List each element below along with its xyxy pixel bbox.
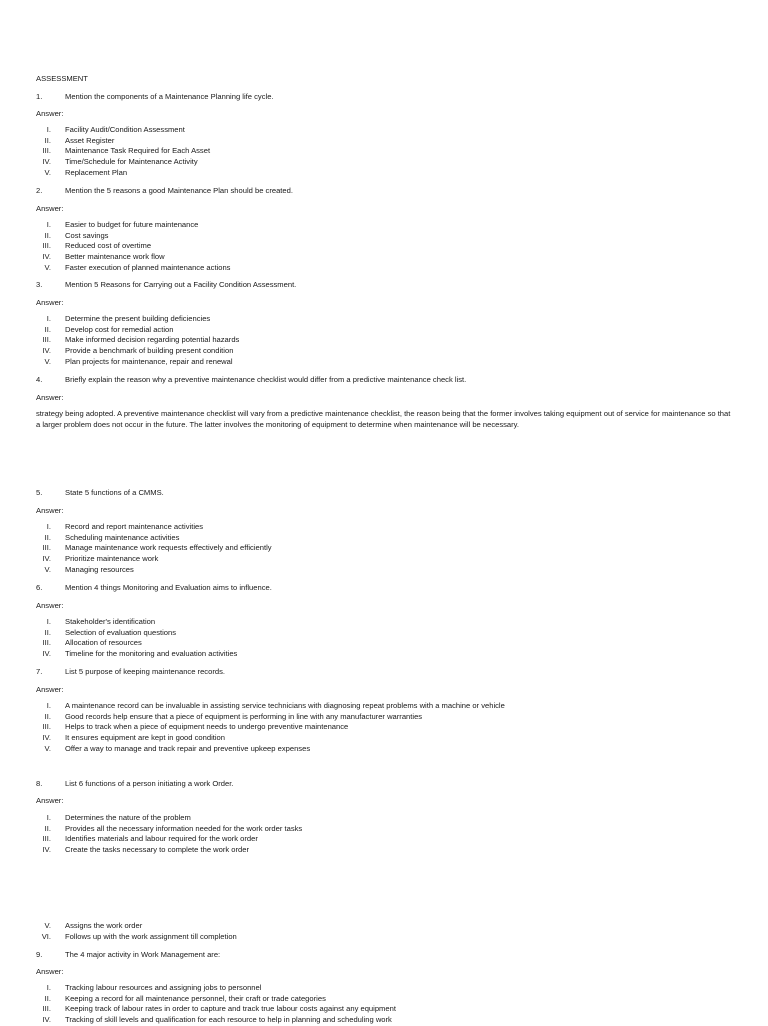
list-item <box>36 813 302 824</box>
list-item <box>36 357 239 368</box>
list-item <box>36 824 302 835</box>
item-text: Allocation of resources <box>65 638 142 648</box>
item-text: Provide a benchmark of building present condition <box>65 346 234 356</box>
list-item <box>36 744 505 755</box>
question-number: 6. <box>36 583 43 592</box>
question-5 <box>36 488 164 499</box>
item-text: Keeping a record for all maintenance personnel, their craft or trade categories <box>65 993 326 1003</box>
item-text: Faster execution of planned maintenance actions <box>65 262 231 272</box>
item-numeral: IV. <box>42 554 51 564</box>
item-text: Manage maintenance work requests effectively and efficiently <box>65 543 272 553</box>
item-numeral: II. <box>44 823 51 833</box>
item-numeral: II. <box>44 993 51 1003</box>
page-title: ASSESSMENT <box>36 74 88 83</box>
list-item <box>36 325 239 336</box>
question-number: 9. <box>36 950 43 959</box>
list-item <box>36 628 237 639</box>
item-numeral: III. <box>42 543 51 553</box>
item-numeral: I. <box>46 220 51 229</box>
item-numeral: IV. <box>42 733 51 743</box>
list-item <box>36 346 239 357</box>
item-text: Keeping track of labour rates in order to capture and track true labour costs against any equipment <box>65 1004 396 1014</box>
item-numeral: III. <box>42 335 51 345</box>
answer-list-6 <box>36 617 237 660</box>
answer-label: Answer: <box>36 204 64 213</box>
item-text: It ensures equipment are kept in good condition <box>65 733 225 743</box>
question-number: 2. <box>36 186 43 195</box>
item-numeral: II. <box>44 324 51 334</box>
list-item <box>36 554 272 565</box>
list-item <box>36 543 272 554</box>
item-text: Determines the nature of the problem <box>65 813 191 822</box>
list-item <box>36 994 396 1005</box>
item-numeral: V. <box>44 167 51 177</box>
list-item <box>36 722 505 733</box>
item-numeral: IV. <box>42 1015 51 1025</box>
answer-paragraph: strategy being adopted. A preventive maintenance checklist will vary from a predictive maintenance checklist, the reason being that the former involves taking equipment out of service for maintenance so that a larger problem does not occur in the future. The latter involves the monitoring of equipment to determine when maintenance will be necessary. <box>36 409 731 429</box>
item-text: Plan projects for maintenance, repair and renewal <box>65 356 233 366</box>
list-item <box>36 649 237 660</box>
list-item <box>36 263 230 274</box>
item-numeral: IV. <box>42 845 51 855</box>
item-numeral: II. <box>44 627 51 637</box>
list-item <box>36 157 210 168</box>
item-text: Selection of evaluation questions <box>65 627 177 637</box>
item-numeral: I. <box>46 813 51 822</box>
item-numeral: V. <box>44 564 51 574</box>
list-item <box>36 125 210 136</box>
question-6 <box>36 583 272 594</box>
question-9 <box>36 950 220 961</box>
item-numeral: III. <box>42 834 51 844</box>
list-item <box>36 522 272 533</box>
item-numeral: IV. <box>42 649 51 659</box>
list-item <box>36 638 237 649</box>
answer-label: Answer: <box>36 298 64 307</box>
item-numeral: V. <box>44 743 51 753</box>
list-item <box>36 565 272 576</box>
question-1 <box>36 92 274 103</box>
answer-list-7 <box>36 701 505 754</box>
item-text: Prioritize maintenance work <box>65 554 159 564</box>
question-number: 4. <box>36 375 43 384</box>
item-text: Assigns the work order <box>65 921 143 930</box>
list-item <box>36 168 210 179</box>
item-numeral: IV. <box>42 252 51 262</box>
question-text: State 5 functions of a CMMS. <box>65 488 164 497</box>
item-text: Scheduling maintenance activities <box>65 532 180 542</box>
item-numeral: II. <box>44 135 51 145</box>
question-number: 1. <box>36 92 43 101</box>
answer-label: Answer: <box>36 967 64 976</box>
question-7 <box>36 667 225 678</box>
item-text: Develop cost for remedial action <box>65 324 174 334</box>
item-text: Reduced cost of overtime <box>65 241 152 251</box>
item-text: Stakeholder's identification <box>65 617 156 626</box>
item-text: Helps to track when a piece of equipment needs to undergo preventive maintenance <box>65 722 349 732</box>
item-numeral: II. <box>44 711 51 721</box>
item-text: Good records help ensure that a piece of equipment is performing in line with any manufacturer warranties <box>65 711 423 721</box>
item-numeral: I. <box>46 314 51 323</box>
item-numeral: I. <box>46 125 51 134</box>
item-text: Tracking labour resources and assigning jobs to personnel <box>65 983 262 992</box>
list-item <box>36 712 505 723</box>
answer-label: Answer: <box>36 393 64 402</box>
list-item <box>36 834 302 845</box>
item-text: Cost savings <box>65 230 109 240</box>
list-item <box>36 335 239 346</box>
item-numeral: II. <box>44 532 51 542</box>
answer-label: Answer: <box>36 109 64 118</box>
answer-list-9 <box>36 983 396 1026</box>
answer-list-3 <box>36 314 239 367</box>
item-numeral: V. <box>44 262 51 272</box>
item-text: Asset Register <box>65 135 115 145</box>
question-number: 8. <box>36 779 43 788</box>
item-text: Record and report maintenance activities <box>65 522 204 531</box>
item-numeral: V. <box>44 921 51 930</box>
list-item <box>36 845 302 856</box>
item-text: Identifies materials and labour required for the work order <box>65 834 258 844</box>
list-item <box>36 146 210 157</box>
list-item <box>36 1004 396 1015</box>
item-text: Follows up with the work assignment till completion <box>65 931 237 941</box>
item-text: Easier to budget for future maintenance <box>65 220 199 229</box>
item-numeral: III. <box>42 1004 51 1014</box>
list-item <box>36 220 230 231</box>
question-text: List 6 functions of a person initiating a work Order. <box>65 779 234 788</box>
list-item <box>36 733 505 744</box>
item-numeral: I. <box>46 701 51 710</box>
question-number: 5. <box>36 488 43 497</box>
question-text: Mention 5 Reasons for Carrying out a Facility Condition Assessment. <box>65 280 297 289</box>
item-numeral: I. <box>46 617 51 626</box>
list-item <box>36 136 210 147</box>
item-text: Timeline for the monitoring and evaluation activities <box>65 649 238 659</box>
question-text: Briefly explain the reason why a preventive maintenance checklist would differ from a predictive maintenance check list. <box>65 375 467 384</box>
question-4 <box>36 375 466 386</box>
item-text: Tracking of skill levels and qualification for each resource to help in planning and scheduling work <box>65 1015 392 1025</box>
item-text: Determine the present building deficiencies <box>65 314 211 323</box>
list-item <box>36 1015 396 1026</box>
question-2 <box>36 186 293 197</box>
item-text: Time/Schedule for Maintenance Activity <box>65 157 198 167</box>
answer-label: Answer: <box>36 796 64 805</box>
list-item <box>36 701 505 712</box>
item-text: Maintenance Task Required for Each Asset <box>65 146 211 156</box>
question-8 <box>36 779 233 790</box>
question-text: List 5 purpose of keeping maintenance records. <box>65 667 225 676</box>
item-numeral: II. <box>44 230 51 240</box>
list-item <box>36 241 230 252</box>
item-text: Replacement Plan <box>65 167 128 177</box>
answer-list-5 <box>36 522 272 575</box>
list-item <box>36 231 230 242</box>
item-text: Provides all the necessary information needed for the work order tasks <box>65 823 303 833</box>
answer-list-1 <box>36 125 210 178</box>
question-text: Mention the components of a Maintenance Planning life cycle. <box>65 92 274 101</box>
item-numeral: III. <box>42 638 51 648</box>
answer-list-2 <box>36 220 230 273</box>
item-numeral: I. <box>46 983 51 992</box>
answer-label: Answer: <box>36 506 64 515</box>
list-item <box>36 252 230 263</box>
item-numeral: III. <box>42 722 51 732</box>
question-3 <box>36 280 296 291</box>
item-text: Make informed decision regarding potential hazards <box>65 335 240 345</box>
item-numeral: I. <box>46 522 51 531</box>
question-number: 3. <box>36 280 43 289</box>
item-text: A maintenance record can be invaluable in assisting service technicians with diagnosing repeat problems with a machine or vehicle <box>65 701 505 710</box>
list-item <box>36 932 237 943</box>
item-numeral: III. <box>42 146 51 156</box>
item-numeral: III. <box>42 241 51 251</box>
question-text: Mention the 5 reasons a good Maintenance Plan should be created. <box>65 186 293 195</box>
list-item <box>36 533 272 544</box>
answer-label: Answer: <box>36 601 64 610</box>
item-text: Create the tasks necessary to complete the work order <box>65 845 250 855</box>
item-numeral: V. <box>44 356 51 366</box>
item-text: Better maintenance work flow <box>65 252 165 262</box>
list-item <box>36 983 396 994</box>
item-text: Managing resources <box>65 564 134 574</box>
answer-list-8-continued <box>36 921 237 942</box>
item-numeral: VI. <box>41 931 51 941</box>
item-text: Offer a way to manage and track repair and preventive upkeep expenses <box>65 743 311 753</box>
list-item <box>36 617 237 628</box>
question-text: The 4 major activity in Work Management are: <box>65 950 221 959</box>
item-numeral: IV. <box>42 157 51 167</box>
list-item <box>36 921 237 932</box>
question-text: Mention 4 things Monitoring and Evaluation aims to influence. <box>65 583 272 592</box>
list-item <box>36 314 239 325</box>
item-text: Facility Audit/Condition Assessment <box>65 125 185 134</box>
answer-list-8 <box>36 813 302 856</box>
answer-label: Answer: <box>36 685 64 694</box>
item-numeral: IV. <box>42 346 51 356</box>
question-number: 7. <box>36 667 43 676</box>
